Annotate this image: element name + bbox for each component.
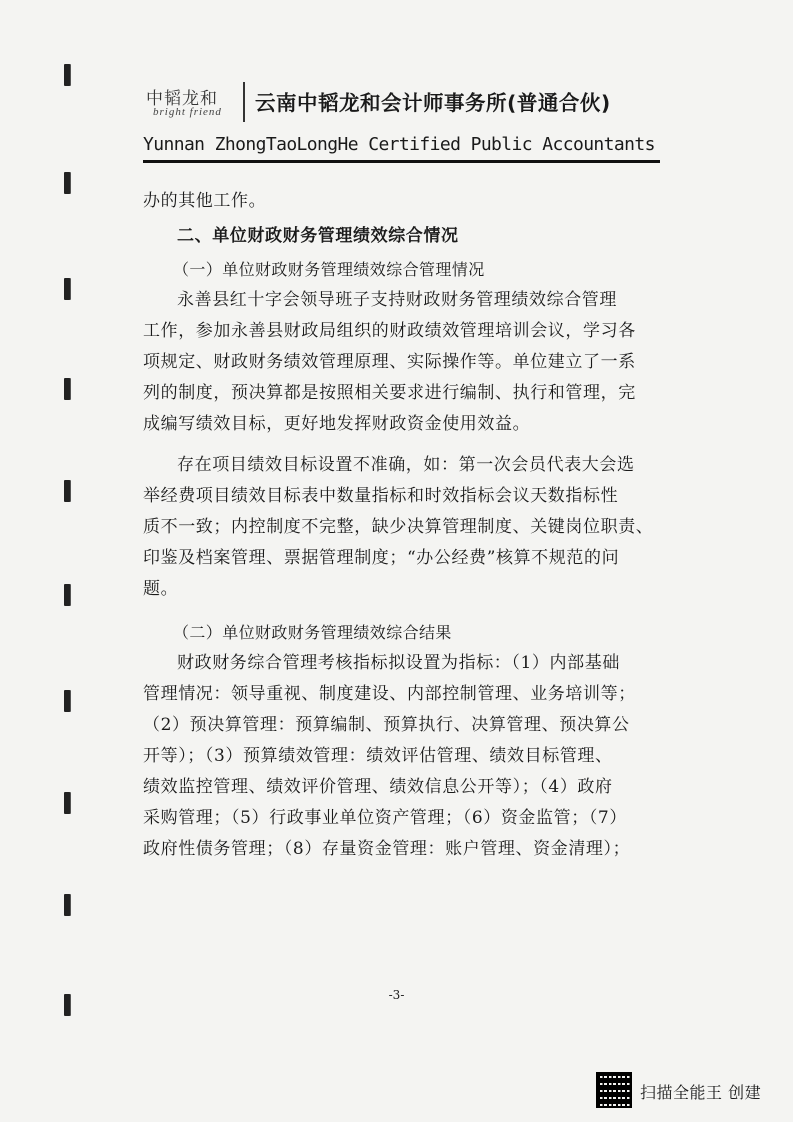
paragraph-line: 绩效监控管理、绩效评价管理、绩效信息公开等）；（4）政府 bbox=[143, 777, 613, 797]
firm-logo bbox=[143, 82, 245, 122]
binding-mark bbox=[64, 584, 70, 606]
subsection-heading-2: （二）单位财政财务管理绩效综合结果 bbox=[173, 623, 452, 642]
paragraph-line: 管理情况：领导重视、制度建设、内部控制管理、业务培训等； bbox=[143, 684, 636, 704]
binding-mark bbox=[64, 172, 70, 194]
continued-line: 办的其他工作。 bbox=[143, 191, 267, 211]
subsection-heading-1: （一）单位财政财务管理绩效综合管理情况 bbox=[173, 260, 485, 279]
firm-name-cn: 云南中韬龙和会计师事务所(普通合伙) bbox=[255, 91, 611, 115]
paragraph-line: 列的制度，预决算都是按照相关要求进行编制、执行和管理，完 bbox=[143, 383, 636, 403]
binding-mark bbox=[64, 378, 70, 400]
binding-mark bbox=[64, 480, 70, 502]
paragraph-line: 开等）；（3）预算绩效管理：绩效评估管理、绩效目标管理、 bbox=[143, 746, 613, 766]
paragraph-line: 成编写绩效目标，更好地发挥财政资金使用效益。 bbox=[143, 414, 531, 434]
page-number: -3- bbox=[388, 988, 405, 1002]
header-rule bbox=[143, 160, 660, 163]
binding-mark bbox=[64, 64, 70, 86]
paragraph-line: 工作，参加永善县财政局组织的财政绩效管理培训会议，学习各 bbox=[143, 321, 636, 341]
paragraph-1 bbox=[143, 285, 663, 440]
paragraph-line: 举经费项目绩效目标表中数量指标和时效指标会议天数指标性 bbox=[143, 486, 619, 506]
binding-mark bbox=[64, 278, 70, 300]
scanner-brand-text: 扫描全能王 创建 bbox=[640, 1083, 762, 1102]
paragraph-line: 题。 bbox=[143, 579, 179, 599]
document-body bbox=[143, 186, 663, 865]
firm-name-en: Yunnan ZhongTaoLongHe Certified Public Accountants bbox=[143, 134, 655, 155]
paragraph-line: 质不一致；内控制度不完整，缺少决算管理制度、关键岗位职责、 bbox=[143, 517, 654, 537]
paragraph-3 bbox=[143, 648, 663, 865]
logo-cn-text: 中韬龙和 bbox=[146, 89, 218, 109]
paragraph-line: 印鉴及档案管理、票据管理制度；“办公经费”核算不规范的问 bbox=[143, 548, 620, 568]
paragraph-line: 财政财务综合管理考核指标拟设置为指标：（1）内部基础 bbox=[177, 653, 620, 673]
paragraph-line: 政府性债务管理；（8）存量资金管理：账户管理、资金清理）； bbox=[143, 839, 631, 859]
paragraph-line: （2）预决算管理：预算编制、预算执行、决算管理、预决算公 bbox=[143, 715, 630, 735]
paragraph-line: 永善县红十字会领导班子支持财政财务管理绩效综合管理 bbox=[177, 290, 617, 310]
paragraph-2 bbox=[143, 450, 663, 605]
paragraph-line: 存在项目绩效目标设置不准确，如：第一次会员代表大会选 bbox=[177, 455, 635, 475]
paragraph-line: 项规定、财政财务绩效管理原理、实际操作等。单位建立了一系 bbox=[143, 352, 636, 372]
binding-mark bbox=[64, 894, 70, 916]
section-heading: 二、单位财政财务管理绩效综合情况 bbox=[177, 226, 459, 246]
binding-mark bbox=[64, 690, 70, 712]
qr-code-icon bbox=[596, 1072, 632, 1108]
binding-mark bbox=[64, 792, 70, 814]
logo-en-text: bright friend bbox=[153, 106, 222, 118]
paragraph-line: 采购管理；（5）行政事业单位资产管理；（6）资金监管；（7） bbox=[143, 808, 627, 828]
